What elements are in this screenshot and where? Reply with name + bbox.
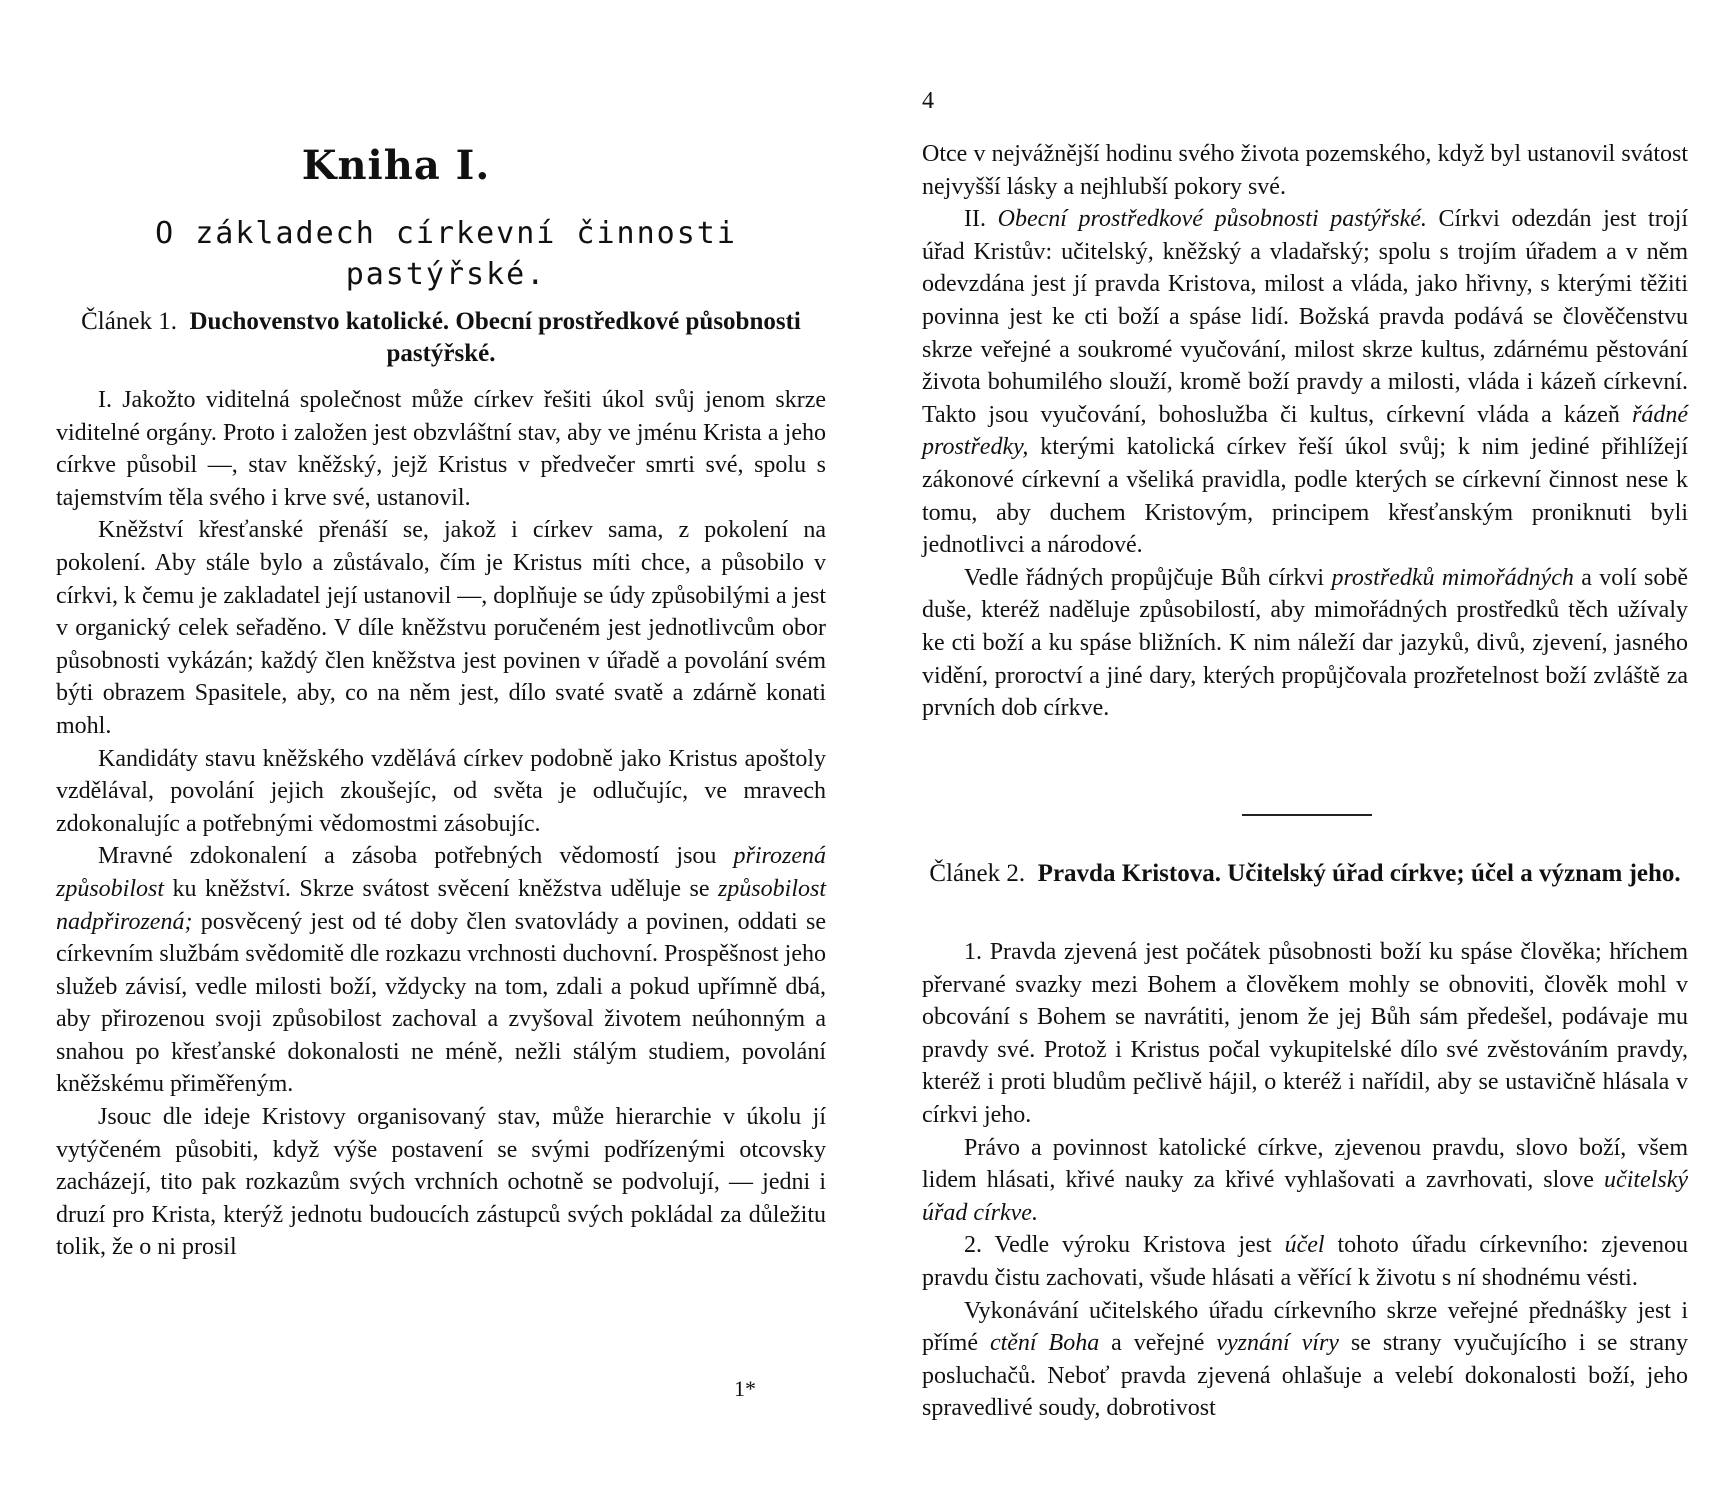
text-run: kterými katolická církev řeší úkol svůj; k nim jediné přihlížejí zákonové církevní a všeliká pravidla, podle kterých se církevní činnost nese k tomu, aby duchem Kristovým, principem křesťanským proniknuti byli jednotlivci a národové. [922,434,1688,559]
right-paragraph-4: 1. Pravda zjevená jest počátek působnosti boží ku spáse člověka; hříchem přervané svazky mezi Bohem a člověkem mohly se obnoviti, člověk mohl v obcování s Bohem se navrátiti, jenom že jej Bůh sám předešel, podávaje mu pravdy své. Protož i Kristus počal vykupitelské dílo své zvěstováním pravdy, kteréž i proti bludům pečlivě hájil, o kteréž i nařídil, aby se ustavičně hlásala v církvi jeho. [922,939,1688,1128]
left-paragraph-5: Jsouc dle ideje Kristovy organisovaný stav, může hierarchie v úkolu jí vytýčeném působiti, když výše postavení se svými podřízenými otcovsky zacházejí, tito pak rozkazům svých vrchních ochotně se podvolují, — jedni i druzí pro Krista, kterýž jednotu budoucích zástupců svých pokládal za důležitu tolik, že o ni prosil [56,1104,826,1261]
text-run: ku kněžství. Skrze svátost svěcení kněžstva uděluje se [164,875,718,902]
section-divider [1242,814,1372,816]
left-paragraph-1: I. Jakožto viditelná společnost může církev řešiti úkol svůj jenom skrze viditelné orgány. Proto i založen jest obzvláštní stav, aby ve jménu Krista a jeho církve působil —, stav kněžský, jejž Kristus v předvečer smrti své, spolu s tajemstvím těla svého i krve své, ustanovil. [56,387,826,511]
text-run: a veřejné [1099,1330,1217,1357]
text-run: Právo a povinnost katolické církve, zjevenou pravdu, slovo boží, všem lidem hlásati, křivé nauky za křivé vyhlašovati a zavrhovati, slove [922,1134,1688,1194]
article-1-label: Článek 1. [81,308,177,335]
article-1-heading [56,306,826,370]
right-page [922,0,1688,1500]
text-run: posvěcený jest od té doby člen svatovlády a povinen, oddati se církevním službám svědomitě dle rozkazu vrchnosti duchovní. Prospěšnost jeho služeb závisí, vedle milosti boží, vždycky na tom, zdali a pokud upřímně dbá, aby přirozenou svoji způsobilost zachoval a zvyšoval životem neúhonným a snahou po křesťanské dokonalosti ne méně, nežli stálým studiem, povolání kněžskému přiměřeným. [56,908,826,1098]
left-paragraph-4 [56,840,826,1101]
emphasis: prostředků mimořádných [1331,564,1574,591]
emphasis: účel [1284,1232,1325,1259]
text-run: a volí sobě duše, kteréž naděluje způsobilostí, aby mimořádných prostředků těch užívaly ke cti boží a ku spáse bližních. K nim náleží dar jazyků, divů, zjevení, jasného vidění, proroctví a jiné dary, kterých propůjčovala prozřetelnost boží zvláště za prvních dob církve. [922,564,1688,722]
article-1-title: Duchovenstvo katolické. Obecní prostředkové působnosti pastýřské. [189,308,801,367]
book-title: Kniha I. [301,142,491,189]
left-body [56,384,826,1264]
emphasis: vyznání víry [1216,1330,1339,1357]
emphasis: způsobilost nadpřirozená; [56,875,826,935]
book-subtitle: O základech církevní činnosti pastýřské. [155,216,737,292]
text-run: II. [964,206,998,233]
text-run: 2. Vedle výroku Kristova jest [964,1232,1285,1259]
emphasis: učitelský úřad církve. [922,1167,1688,1226]
page-number: 4 [922,88,934,114]
left-page [56,0,826,1500]
text-run: Vykonávání učitelského úřadu církevního skrze veřejné přednášky jest i přímé [922,1297,1688,1357]
emphasis: přirozená způsobilost [56,843,826,902]
emphasis: ctění Boha [989,1330,1100,1357]
right-body-top [922,138,1688,725]
right-paragraph-5 [922,1132,1688,1230]
signature-mark: 1* [734,1376,756,1401]
emphasis: řádné prostředky, [922,401,1688,461]
article-2-title: Pravda Kristova. Učitelský úřad církve; účel a význam jeho. [1037,860,1681,887]
article-2-label: Článek 2. [929,860,1026,887]
right-paragraph-3 [922,562,1688,725]
article-2-heading [922,858,1688,890]
text-run: Vedle řádných propůjčuje Bůh církvi [964,564,1332,591]
text-run: Církvi odezdán jest trojí úřad Kristův: učitelský, kněžský a vladařský; spolu s trojím úřadem a v něm odevzdána jest jí pravda Kristova, milost a vláda, jako hřivny, s kterými těžiti povinna jest ke cti boží a spáse lidí. Božská pravda podává se člověčenstvu skrze veřejné a soukromé vyučování, milost skrze kultus, zdárnému pěstování života bohumilého slouží, kromě boží pravdy a milosti, vláda i kázeň církevní. Takto jsou vyučování, bohoslužba či kultus, církevní vláda a kázeň [922,206,1689,428]
emphasis: Obecní prostředkové působnosti pastýřské. [997,206,1427,233]
right-body-bottom [922,936,1688,1425]
text-run: se strany vyučujícího i se strany posluchačů. Neboť pravda zjevená ohlašuje a velebí dokonalosti boží, jeho spravedlivé soudy, dobrotivost [922,1330,1688,1422]
text-run: Mravné zdokonalení a zásoba potřebných vědomostí jsou [98,843,734,870]
right-paragraph-2 [922,203,1688,562]
left-paragraph-3: Kandidáty stavu kněžského vzdělává církev podobně jako Kristus apoštoly vzdělával, povolání jejich zkoušejíc, od světa je odlučujíc, ve mravech zdokonalujíc a potřebnými vědomostmi zásobujíc. [56,745,826,837]
right-paragraph-7 [922,1295,1688,1425]
right-paragraph-6 [922,1229,1688,1294]
left-paragraph-2: Kněžství křesťanské přenáší se, jakož i církev sama, z pokolení na pokolení. Aby stále bylo a zůstávalo, čím je Kristus míti chce, a působilo v církvi, k čemu je zakladatel její ustanovil —, doplňuje se údy způsobilými a jest v organický celek seřaděno. V díle kněžstvu poručeném jest jednotlivcům obor působnosti vykázán; každý člen kněžstva jest povinen v úřadě a povolání svém býti obrazem Spasitele, aby, co na něm jest, dílo svaté svatě a zdárně konati mohl. [56,517,826,739]
text-run: tohoto úřadu církevního: zjevenou pravdu čistu zachovati, všude hlásati a věřící k životu s ní shodnému vésti. [922,1232,1689,1291]
right-paragraph-1: Otce v nejvážnější hodinu svého života pozemského, když byl ustanovil svátost nejvyšší lásky a nejhlubší pokory své. [922,141,1688,200]
